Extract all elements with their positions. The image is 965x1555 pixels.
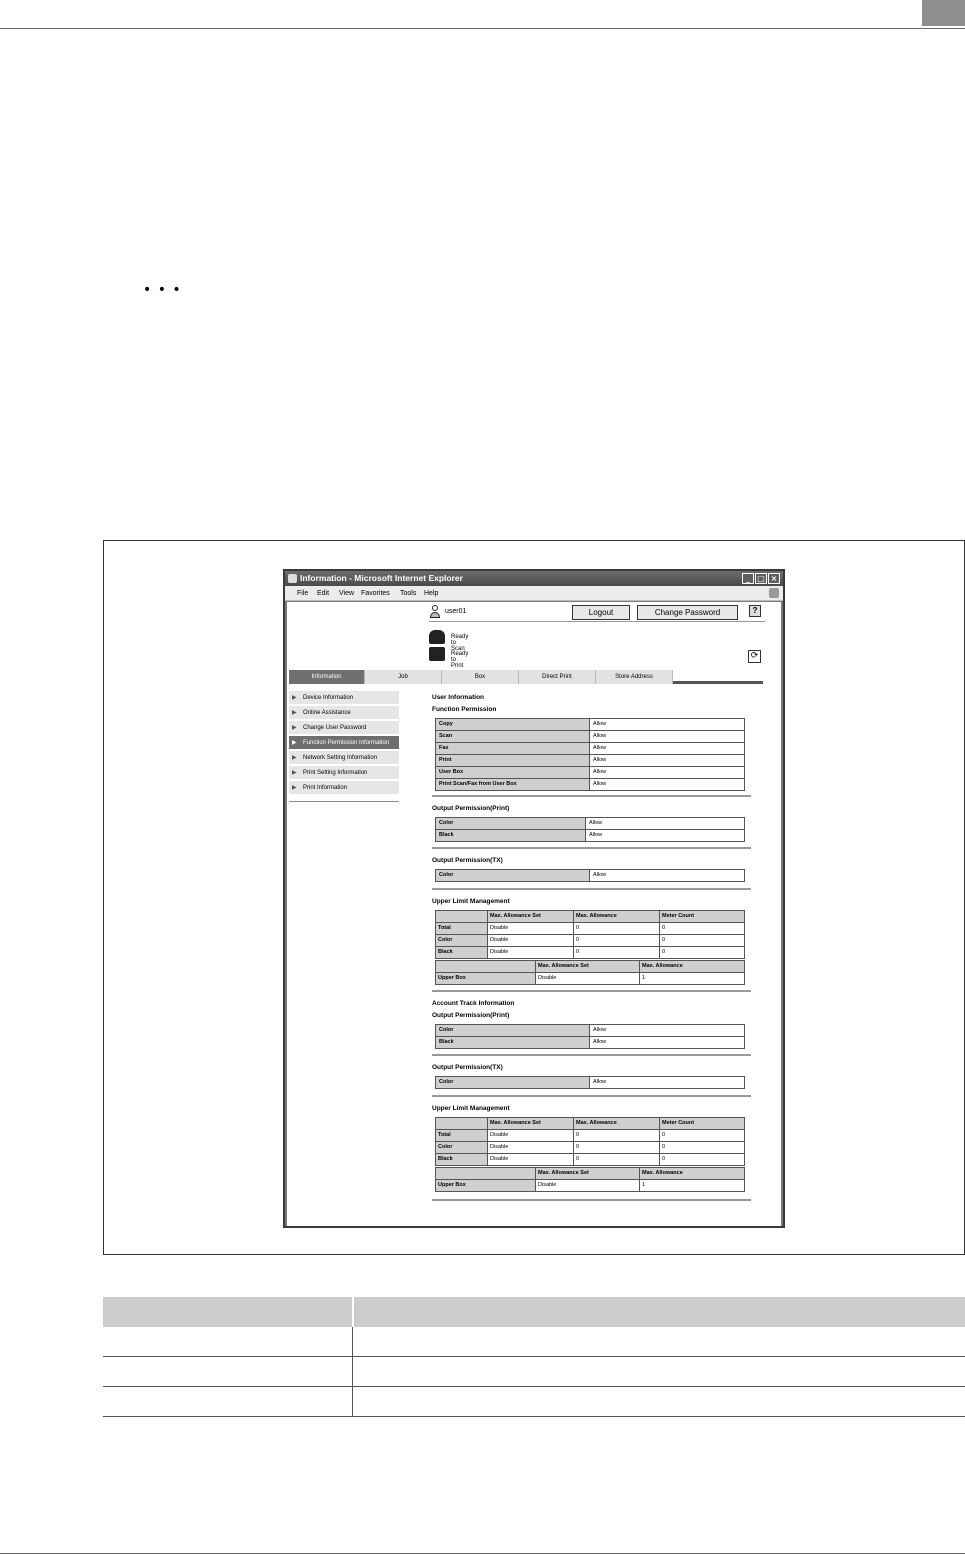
menu-help[interactable]: Help <box>424 590 439 597</box>
user-icon <box>429 605 441 619</box>
ie-icon <box>288 574 297 583</box>
close-icon[interactable]: × <box>768 573 780 584</box>
function-permission-table <box>435 718 745 791</box>
output-permission-tx-table-2 <box>435 1076 745 1089</box>
table-row <box>103 1387 965 1417</box>
table-row: Fax Allow <box>436 743 744 755</box>
table-row <box>103 1357 965 1387</box>
upper-limit-heading: Upper Limit Management <box>432 898 510 905</box>
table-row: Black Disable 0 0 <box>436 947 744 959</box>
sidebar <box>289 691 399 802</box>
upper-limit-table-2 <box>435 1117 745 1166</box>
user-name: user01 <box>445 608 467 615</box>
section-divider <box>432 1054 751 1056</box>
page-tab-marker <box>922 0 965 26</box>
section-divider <box>432 1199 751 1201</box>
table-row <box>103 1327 965 1357</box>
maximize-icon[interactable]: □ <box>755 573 767 584</box>
table-row: Max. Allowance Set Max. Allowance Meter Count <box>436 911 744 923</box>
table-row: Total Disable 0 0 <box>436 1130 744 1142</box>
user-information-heading: User Information <box>432 694 485 701</box>
table-row: Black Allow <box>436 830 744 842</box>
tab-bar <box>289 670 763 684</box>
footer-rule <box>0 1553 965 1554</box>
upper-box-table-2 <box>435 1167 745 1192</box>
upper-box-table <box>435 960 745 985</box>
output-permission-tx-heading-2: Output Permission(TX) <box>432 1064 503 1071</box>
table-row: Total Disable 0 0 <box>436 923 744 935</box>
menu-file[interactable]: File <box>297 590 309 597</box>
section-divider <box>432 847 751 849</box>
table-row: Max. Allowance Set Max. Allowance Meter Count <box>436 1118 744 1130</box>
minimize-icon[interactable]: _ <box>742 573 754 584</box>
arrow-icon: ▶ <box>292 784 297 791</box>
header-rule <box>0 28 965 29</box>
arrow-icon: ▶ <box>292 709 297 716</box>
table-row: Color Allow <box>436 1025 744 1037</box>
output-permission-print-table <box>435 817 745 842</box>
table-header-row <box>103 1297 965 1327</box>
table-row: Scan Allow <box>436 731 744 743</box>
table-row: Copy Allow <box>436 719 744 731</box>
arrow-icon: ▶ <box>292 769 297 776</box>
table-row: User Box Allow <box>436 767 744 779</box>
arrow-icon: ▶ <box>292 694 297 701</box>
tab-job[interactable]: Job <box>365 670 442 684</box>
sidebar-item-print-setting[interactable]: ▶ Print Setting Information <box>289 766 399 780</box>
table-row: Black Allow <box>436 1037 744 1049</box>
window-title: Information - Microsoft Internet Explorer <box>300 573 463 583</box>
scanner-icon <box>429 630 445 644</box>
sidebar-item-device-information[interactable]: ▶ Device Information <box>289 691 399 705</box>
output-permission-tx-heading: Output Permission(TX) <box>432 857 503 864</box>
table-row: Color Disable 0 0 <box>436 1142 744 1154</box>
user-header <box>429 604 765 622</box>
title-bar <box>285 571 783 586</box>
sidebar-item-print-information[interactable]: ▶ Print Information <box>289 781 399 795</box>
tab-direct-print[interactable]: Direct Print <box>519 670 596 684</box>
account-track-heading: Account Track Information <box>432 1000 515 1007</box>
table-row: Black Disable 0 0 <box>436 1154 744 1166</box>
table-row: Print Scan/Fax from User Box Allow <box>436 779 744 791</box>
menu-edit[interactable]: Edit <box>317 590 330 597</box>
browser-window <box>283 569 785 1228</box>
section-divider <box>432 795 751 797</box>
upper-limit-table <box>435 910 745 959</box>
refresh-icon[interactable]: ⟳ <box>748 650 761 663</box>
sidebar-item-change-user-password[interactable]: ▶ Change User Password <box>289 721 399 735</box>
output-permission-print-table-2 <box>435 1024 745 1049</box>
tab-store-address[interactable]: Store Address <box>596 670 673 684</box>
table-row: Max. Allowance Set Max. Allowance <box>436 961 744 973</box>
arrow-icon: ▶ <box>292 739 297 746</box>
sidebar-item-network-setting[interactable]: ▶ Network Setting Information <box>289 751 399 765</box>
tab-information[interactable]: Information <box>289 670 365 684</box>
sidebar-item-online-assistance[interactable]: ▶ Online Assistance <box>289 706 399 720</box>
table-row: Color Allow <box>436 870 744 882</box>
function-permission-heading: Function Permission <box>432 706 497 713</box>
table-row: Print Allow <box>436 755 744 767</box>
arrow-icon: ▶ <box>292 754 297 761</box>
menu-view[interactable]: View <box>339 590 355 597</box>
table-row: Max. Allowance Set Max. Allowance <box>436 1168 744 1180</box>
menu-bar <box>285 586 783 601</box>
output-permission-tx-table <box>435 869 745 882</box>
logout-button[interactable]: Logout <box>572 605 630 620</box>
help-button[interactable]: ? <box>749 605 761 617</box>
arrow-icon: ▶ <box>292 724 297 731</box>
printer-icon <box>429 647 445 661</box>
page-content: user01 Logout Change Password ? Ready to Scan Ready to Print ⟳ Information Job Box Direct Print Store Address ▶ Device Information ▶ Online Assistance ▶ Change User Password ▶ Function Permission Information ▶ Network Setting Information ▶ Print Setting Information ▶ Print Information User Information Function Permission Copy Allow Scan Allow Fax Allow Print Allow User Box Allow Print Scan/Fax from User Box Allow Output Permission(Print) Color Allow Black Allow Output Permission(TX) Color Allow Upper Limit Management Max. Allowance Set Max. Allowance Meter Count Total Disable 0 0 Color Disable 0 0 Black Disable 0 0 Max. Allowance Set Max. Allowance Upper Box Disable 1 Account Track Information Output Permission(Print) Color Allow Black Allow Output Permission(TX) Color Allow Upper Limit Management Max. Allowance Set Max. Allowance Meter Count Total Disable 0 0 Color Disable 0 0 Black Disable 0 0 Max. Allowance Set Max. Allowance Upper Box Disable 1 <box>287 602 781 1226</box>
windows-logo-icon <box>769 588 779 598</box>
menu-favorites[interactable]: Favorites <box>361 590 390 597</box>
output-permission-print-heading-2: Output Permission(Print) <box>432 1012 510 1019</box>
section-divider <box>432 1095 751 1097</box>
upper-limit-heading-2: Upper Limit Management <box>432 1105 510 1112</box>
table-row: Color Allow <box>436 1077 744 1089</box>
change-password-button[interactable]: Change Password <box>637 605 738 620</box>
table-row: Upper Box Disable 1 <box>436 973 744 985</box>
table-row: Color Disable 0 0 <box>436 935 744 947</box>
table-row: Color Allow <box>436 818 744 830</box>
output-permission-print-heading: Output Permission(Print) <box>432 805 510 812</box>
section-divider <box>432 888 751 890</box>
table-row: Upper Box Disable 1 <box>436 1180 744 1192</box>
sidebar-item-function-permission[interactable]: ▶ Function Permission Information <box>289 736 399 750</box>
tab-box[interactable]: Box <box>442 670 519 684</box>
section-divider <box>432 990 751 992</box>
ellipsis-marker: • • • <box>143 282 182 298</box>
menu-tools[interactable]: Tools <box>400 590 417 597</box>
